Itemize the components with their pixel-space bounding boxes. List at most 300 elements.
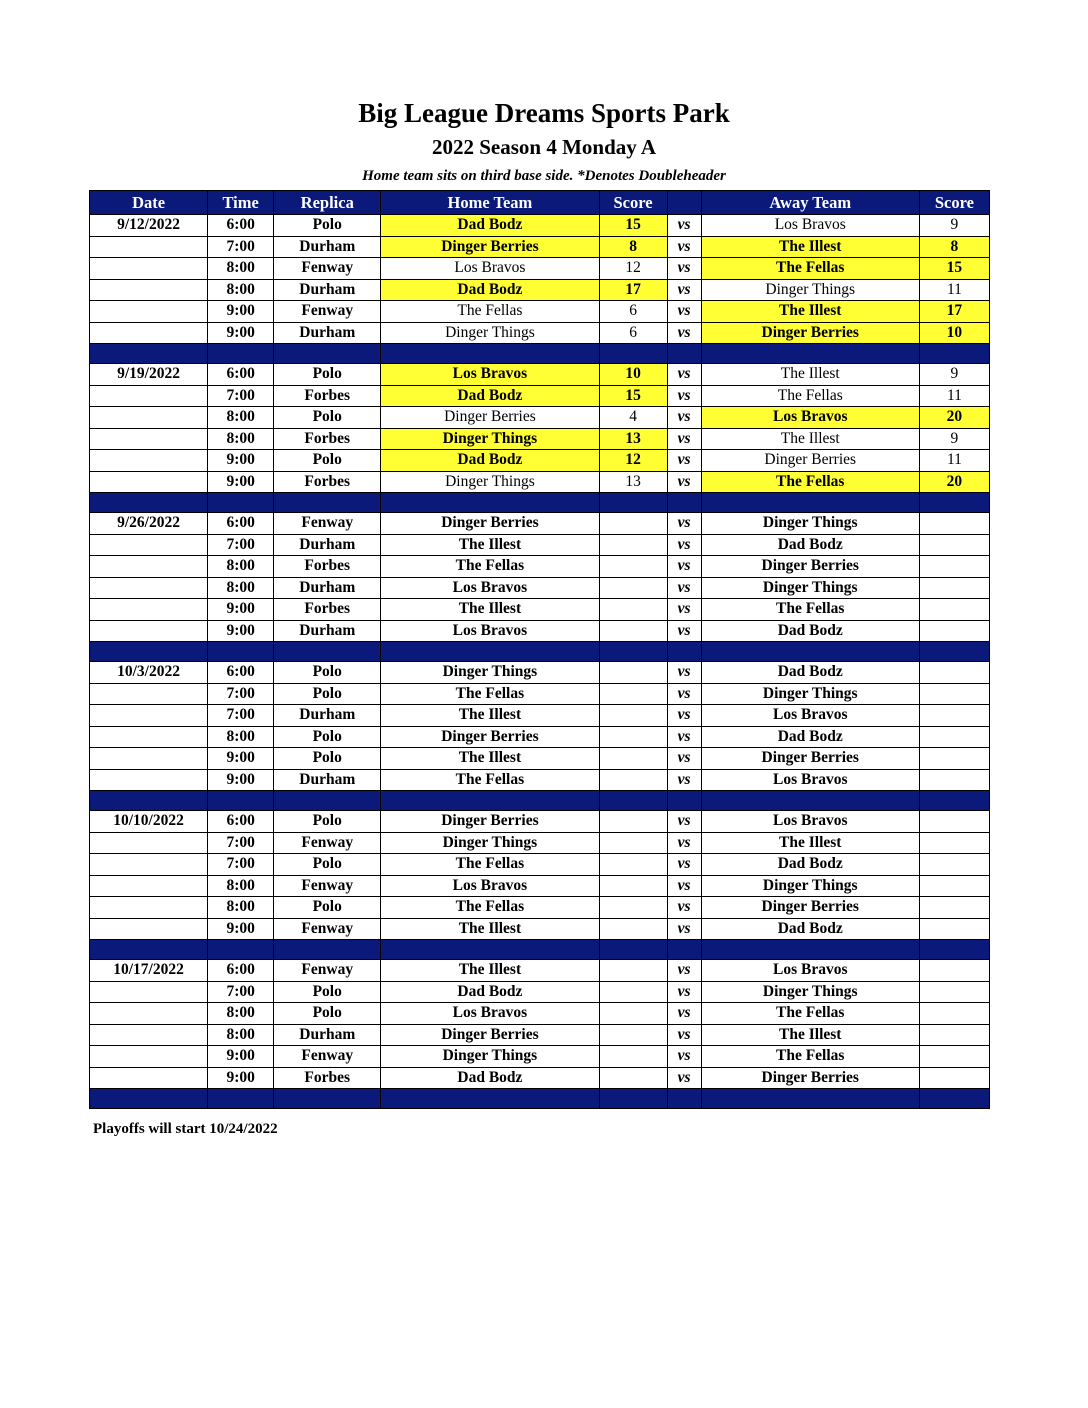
home-team-cell: The Illest xyxy=(381,748,599,770)
field-cell: Forbes xyxy=(274,385,381,407)
table-row xyxy=(90,385,990,407)
field-cell: Forbes xyxy=(274,428,381,450)
vs-cell: vs xyxy=(667,726,701,748)
vs-cell: vs xyxy=(667,1024,701,1046)
time-cell: 8:00 xyxy=(208,258,274,280)
date-cell xyxy=(90,599,208,621)
col-header-time: Time xyxy=(208,191,274,215)
field-cell: Fenway xyxy=(274,832,381,854)
field-cell: Durham xyxy=(274,577,381,599)
vs-cell: vs xyxy=(667,534,701,556)
field-cell: Durham xyxy=(274,534,381,556)
table-row xyxy=(90,811,990,833)
vs-cell: vs xyxy=(667,620,701,642)
home-team-cell: Dinger Berries xyxy=(381,513,599,535)
vs-cell: vs xyxy=(667,556,701,578)
date-cell xyxy=(90,556,208,578)
separator-cell xyxy=(701,940,919,960)
away-team-cell: Dad Bodz xyxy=(701,662,919,684)
away-score-cell xyxy=(919,1003,989,1025)
home-team-cell: Dinger Things xyxy=(381,832,599,854)
away-score-cell xyxy=(919,534,989,556)
home-team-cell: Los Bravos xyxy=(381,364,599,386)
away-team-cell: Dinger Things xyxy=(701,279,919,301)
separator-cell xyxy=(919,791,989,811)
date-cell xyxy=(90,301,208,323)
date-cell: 9/19/2022 xyxy=(90,364,208,386)
time-cell: 7:00 xyxy=(208,534,274,556)
away-team-cell: The Illest xyxy=(701,832,919,854)
separator-cell xyxy=(381,493,599,513)
home-score-cell xyxy=(599,1067,667,1089)
table-row xyxy=(90,407,990,429)
date-cell xyxy=(90,918,208,940)
home-score-cell xyxy=(599,1003,667,1025)
away-score-cell xyxy=(919,1067,989,1089)
date-cell xyxy=(90,450,208,472)
vs-cell: vs xyxy=(667,364,701,386)
home-team-cell: Dad Bodz xyxy=(381,981,599,1003)
date-cell xyxy=(90,534,208,556)
away-score-cell: 9 xyxy=(919,215,989,237)
home-score-cell xyxy=(599,918,667,940)
away-team-cell: Los Bravos xyxy=(701,215,919,237)
separator-cell xyxy=(90,940,208,960)
week-separator-row xyxy=(90,940,990,960)
away-team-cell: Dad Bodz xyxy=(701,534,919,556)
table-row xyxy=(90,1024,990,1046)
time-cell: 6:00 xyxy=(208,513,274,535)
away-team-cell: Dinger Berries xyxy=(701,1067,919,1089)
separator-cell xyxy=(667,940,701,960)
separator-cell xyxy=(90,344,208,364)
away-score-cell xyxy=(919,556,989,578)
away-score-cell xyxy=(919,918,989,940)
time-cell: 6:00 xyxy=(208,960,274,982)
home-team-cell: Dinger Things xyxy=(381,1046,599,1068)
time-cell: 8:00 xyxy=(208,897,274,919)
date-cell xyxy=(90,577,208,599)
separator-cell xyxy=(667,642,701,662)
away-score-cell xyxy=(919,748,989,770)
separator-cell xyxy=(381,791,599,811)
away-score-cell: 9 xyxy=(919,428,989,450)
time-cell: 9:00 xyxy=(208,918,274,940)
vs-cell: vs xyxy=(667,577,701,599)
away-team-cell: The Fellas xyxy=(701,258,919,280)
away-score-cell xyxy=(919,854,989,876)
home-team-cell: Dinger Things xyxy=(381,471,599,493)
time-cell: 6:00 xyxy=(208,364,274,386)
vs-cell: vs xyxy=(667,918,701,940)
page-title: Big League Dreams Sports Park xyxy=(358,98,730,128)
home-score-cell xyxy=(599,769,667,791)
away-team-cell: Dinger Berries xyxy=(701,322,919,344)
home-score-cell xyxy=(599,577,667,599)
vs-cell: vs xyxy=(667,769,701,791)
date-cell xyxy=(90,897,208,919)
separator-cell xyxy=(599,344,667,364)
home-score-cell xyxy=(599,1024,667,1046)
separator-cell xyxy=(208,642,274,662)
date-cell xyxy=(90,683,208,705)
field-cell: Polo xyxy=(274,683,381,705)
away-score-cell xyxy=(919,683,989,705)
time-cell: 9:00 xyxy=(208,450,274,472)
home-team-cell: Los Bravos xyxy=(381,577,599,599)
table-row xyxy=(90,599,990,621)
separator-cell xyxy=(274,493,381,513)
home-score-cell: 8 xyxy=(599,236,667,258)
separator-cell xyxy=(208,1089,274,1109)
table-row xyxy=(90,450,990,472)
field-cell: Fenway xyxy=(274,258,381,280)
date-cell: 10/17/2022 xyxy=(90,960,208,982)
date-cell xyxy=(90,726,208,748)
vs-cell: vs xyxy=(667,407,701,429)
home-team-cell: Dinger Things xyxy=(381,662,599,684)
away-score-cell xyxy=(919,832,989,854)
home-team-cell: The Fellas xyxy=(381,769,599,791)
vs-cell: vs xyxy=(667,748,701,770)
away-team-cell: The Fellas xyxy=(701,1003,919,1025)
vs-cell: vs xyxy=(667,875,701,897)
vs-cell: vs xyxy=(667,450,701,472)
home-score-cell xyxy=(599,513,667,535)
time-cell: 8:00 xyxy=(208,279,274,301)
home-score-cell: 12 xyxy=(599,258,667,280)
separator-cell xyxy=(90,493,208,513)
week-separator-row xyxy=(90,493,990,513)
separator-cell xyxy=(274,791,381,811)
table-row xyxy=(90,769,990,791)
footer-note: Playoffs will start 10/24/2022 xyxy=(93,1121,278,1137)
field-cell: Fenway xyxy=(274,1046,381,1068)
away-team-cell: Los Bravos xyxy=(701,407,919,429)
date-cell xyxy=(90,258,208,280)
home-score-cell xyxy=(599,726,667,748)
away-score-cell: 11 xyxy=(919,279,989,301)
home-team-cell: The Fellas xyxy=(381,683,599,705)
home-score-cell xyxy=(599,1046,667,1068)
away-team-cell: The Fellas xyxy=(701,385,919,407)
away-score-cell xyxy=(919,981,989,1003)
home-team-cell: Dinger Things xyxy=(381,322,599,344)
time-cell: 8:00 xyxy=(208,556,274,578)
vs-cell: vs xyxy=(667,385,701,407)
vs-cell: vs xyxy=(667,1003,701,1025)
separator-cell xyxy=(208,791,274,811)
field-cell: Durham xyxy=(274,1024,381,1046)
separator-cell xyxy=(90,642,208,662)
away-score-cell xyxy=(919,662,989,684)
home-score-cell xyxy=(599,748,667,770)
away-score-cell xyxy=(919,577,989,599)
field-cell: Durham xyxy=(274,769,381,791)
time-cell: 9:00 xyxy=(208,1046,274,1068)
separator-cell xyxy=(90,791,208,811)
home-score-cell: 17 xyxy=(599,279,667,301)
home-team-cell: Los Bravos xyxy=(381,258,599,280)
home-team-cell: Dad Bodz xyxy=(381,450,599,472)
home-team-cell: The Fellas xyxy=(381,897,599,919)
time-cell: 8:00 xyxy=(208,577,274,599)
field-cell: Forbes xyxy=(274,471,381,493)
home-team-cell: The Illest xyxy=(381,918,599,940)
separator-cell xyxy=(208,493,274,513)
date-cell xyxy=(90,1067,208,1089)
week-separator-row xyxy=(90,344,990,364)
home-team-cell: Dad Bodz xyxy=(381,385,599,407)
separator-cell xyxy=(381,1089,599,1109)
away-team-cell: The Illest xyxy=(701,428,919,450)
col-header-away-team: Away Team xyxy=(701,191,919,215)
vs-cell: vs xyxy=(667,811,701,833)
date-cell xyxy=(90,769,208,791)
home-score-cell xyxy=(599,705,667,727)
vs-cell: vs xyxy=(667,322,701,344)
field-cell: Fenway xyxy=(274,960,381,982)
home-score-cell: 6 xyxy=(599,301,667,323)
separator-cell xyxy=(381,642,599,662)
home-score-cell: 13 xyxy=(599,428,667,450)
field-cell: Fenway xyxy=(274,918,381,940)
vs-cell: vs xyxy=(667,832,701,854)
separator-cell xyxy=(208,344,274,364)
vs-cell: vs xyxy=(667,705,701,727)
table-row xyxy=(90,534,990,556)
vs-cell: vs xyxy=(667,599,701,621)
schedule-table xyxy=(89,190,990,1109)
date-cell xyxy=(90,748,208,770)
date-cell: 9/26/2022 xyxy=(90,513,208,535)
time-cell: 8:00 xyxy=(208,726,274,748)
date-cell xyxy=(90,705,208,727)
vs-cell: vs xyxy=(667,854,701,876)
away-score-cell: 10 xyxy=(919,322,989,344)
table-header-row xyxy=(90,191,990,215)
separator-cell xyxy=(667,493,701,513)
home-team-cell: The Fellas xyxy=(381,301,599,323)
col-header-away-score: Score xyxy=(919,191,989,215)
table-row xyxy=(90,364,990,386)
date-cell xyxy=(90,385,208,407)
home-score-cell: 15 xyxy=(599,215,667,237)
time-cell: 6:00 xyxy=(208,215,274,237)
away-score-cell: 20 xyxy=(919,407,989,429)
date-cell: 10/3/2022 xyxy=(90,662,208,684)
home-team-cell: Dad Bodz xyxy=(381,215,599,237)
time-cell: 8:00 xyxy=(208,1003,274,1025)
away-team-cell: Los Bravos xyxy=(701,811,919,833)
date-cell xyxy=(90,407,208,429)
date-cell xyxy=(90,620,208,642)
separator-cell xyxy=(274,344,381,364)
table-row xyxy=(90,683,990,705)
vs-cell: vs xyxy=(667,428,701,450)
date-cell xyxy=(90,471,208,493)
away-team-cell: The Illest xyxy=(701,236,919,258)
field-cell: Polo xyxy=(274,662,381,684)
table-row xyxy=(90,1003,990,1025)
time-cell: 7:00 xyxy=(208,854,274,876)
col-header-vs xyxy=(667,191,701,215)
home-team-cell: The Illest xyxy=(381,960,599,982)
away-score-cell: 15 xyxy=(919,258,989,280)
field-cell: Polo xyxy=(274,1003,381,1025)
time-cell: 7:00 xyxy=(208,981,274,1003)
date-cell: 10/10/2022 xyxy=(90,811,208,833)
home-team-cell: Dad Bodz xyxy=(381,279,599,301)
away-team-cell: Dad Bodz xyxy=(701,854,919,876)
field-cell: Polo xyxy=(274,450,381,472)
vs-cell: vs xyxy=(667,1046,701,1068)
table-row xyxy=(90,577,990,599)
vs-cell: vs xyxy=(667,897,701,919)
home-score-cell xyxy=(599,981,667,1003)
table-row xyxy=(90,322,990,344)
table-row xyxy=(90,471,990,493)
vs-cell: vs xyxy=(667,683,701,705)
table-row xyxy=(90,1046,990,1068)
separator-cell xyxy=(701,1089,919,1109)
separator-cell xyxy=(599,642,667,662)
week-separator-row xyxy=(90,1089,990,1109)
table-row xyxy=(90,875,990,897)
away-score-cell xyxy=(919,599,989,621)
home-score-cell xyxy=(599,662,667,684)
time-cell: 7:00 xyxy=(208,385,274,407)
time-cell: 7:00 xyxy=(208,236,274,258)
away-score-cell xyxy=(919,705,989,727)
home-score-cell: 15 xyxy=(599,385,667,407)
time-cell: 9:00 xyxy=(208,322,274,344)
home-score-cell xyxy=(599,897,667,919)
field-cell: Polo xyxy=(274,811,381,833)
table-row xyxy=(90,748,990,770)
away-score-cell: 11 xyxy=(919,385,989,407)
field-cell: Durham xyxy=(274,322,381,344)
away-score-cell xyxy=(919,726,989,748)
date-cell xyxy=(90,854,208,876)
table-row xyxy=(90,620,990,642)
vs-cell: vs xyxy=(667,471,701,493)
vs-cell: vs xyxy=(667,513,701,535)
separator-cell xyxy=(701,344,919,364)
date-cell xyxy=(90,832,208,854)
table-row xyxy=(90,897,990,919)
separator-cell xyxy=(919,642,989,662)
table-row xyxy=(90,854,990,876)
home-team-cell: The Illest xyxy=(381,599,599,621)
home-team-cell: Dinger Things xyxy=(381,428,599,450)
home-team-cell: Los Bravos xyxy=(381,875,599,897)
field-cell: Polo xyxy=(274,726,381,748)
home-score-cell xyxy=(599,832,667,854)
home-score-cell xyxy=(599,875,667,897)
date-cell xyxy=(90,279,208,301)
time-cell: 9:00 xyxy=(208,748,274,770)
table-row xyxy=(90,301,990,323)
home-score-cell: 10 xyxy=(599,364,667,386)
away-team-cell: Dinger Things xyxy=(701,513,919,535)
vs-cell: vs xyxy=(667,236,701,258)
col-header-home-score: Score xyxy=(599,191,667,215)
table-row xyxy=(90,236,990,258)
home-team-cell: The Illest xyxy=(381,534,599,556)
field-cell: Polo xyxy=(274,854,381,876)
table-row xyxy=(90,1067,990,1089)
home-score-cell xyxy=(599,683,667,705)
separator-cell xyxy=(701,791,919,811)
field-cell: Polo xyxy=(274,897,381,919)
table-row xyxy=(90,662,990,684)
vs-cell: vs xyxy=(667,258,701,280)
date-cell: 9/12/2022 xyxy=(90,215,208,237)
away-team-cell: Dad Bodz xyxy=(701,620,919,642)
field-cell: Durham xyxy=(274,620,381,642)
col-header-home-team: Home Team xyxy=(381,191,599,215)
field-cell: Fenway xyxy=(274,513,381,535)
separator-cell xyxy=(381,940,599,960)
week-separator-row xyxy=(90,642,990,662)
home-score-cell: 12 xyxy=(599,450,667,472)
vs-cell: vs xyxy=(667,981,701,1003)
date-cell xyxy=(90,875,208,897)
separator-cell xyxy=(667,344,701,364)
away-team-cell: Dad Bodz xyxy=(701,918,919,940)
home-score-cell: 6 xyxy=(599,322,667,344)
separator-cell xyxy=(667,791,701,811)
field-cell: Polo xyxy=(274,748,381,770)
separator-cell xyxy=(919,1089,989,1109)
home-score-cell xyxy=(599,599,667,621)
table-row xyxy=(90,279,990,301)
away-score-cell xyxy=(919,960,989,982)
away-team-cell: Los Bravos xyxy=(701,769,919,791)
away-score-cell: 8 xyxy=(919,236,989,258)
away-team-cell: Dinger Berries xyxy=(701,450,919,472)
separator-cell xyxy=(919,493,989,513)
vs-cell: vs xyxy=(667,1067,701,1089)
page-subtitle: 2022 Season 4 Monday A xyxy=(431,135,657,159)
away-team-cell: Dad Bodz xyxy=(701,726,919,748)
schedule-body xyxy=(90,215,990,1109)
away-score-cell xyxy=(919,513,989,535)
separator-cell xyxy=(701,642,919,662)
time-cell: 9:00 xyxy=(208,620,274,642)
home-team-cell: Dad Bodz xyxy=(381,1067,599,1089)
away-team-cell: Dinger Berries xyxy=(701,897,919,919)
time-cell: 9:00 xyxy=(208,301,274,323)
away-team-cell: Dinger Things xyxy=(701,577,919,599)
away-score-cell: 20 xyxy=(919,471,989,493)
home-team-cell: The Fellas xyxy=(381,556,599,578)
separator-cell xyxy=(667,1089,701,1109)
separator-cell xyxy=(274,940,381,960)
date-cell xyxy=(90,1003,208,1025)
away-score-cell xyxy=(919,875,989,897)
away-score-cell xyxy=(919,897,989,919)
home-score-cell xyxy=(599,854,667,876)
table-row xyxy=(90,918,990,940)
home-team-cell: Dinger Berries xyxy=(381,726,599,748)
time-cell: 7:00 xyxy=(208,705,274,727)
vs-cell: vs xyxy=(667,301,701,323)
field-cell: Durham xyxy=(274,279,381,301)
home-team-cell: Dinger Berries xyxy=(381,1024,599,1046)
field-cell: Forbes xyxy=(274,556,381,578)
